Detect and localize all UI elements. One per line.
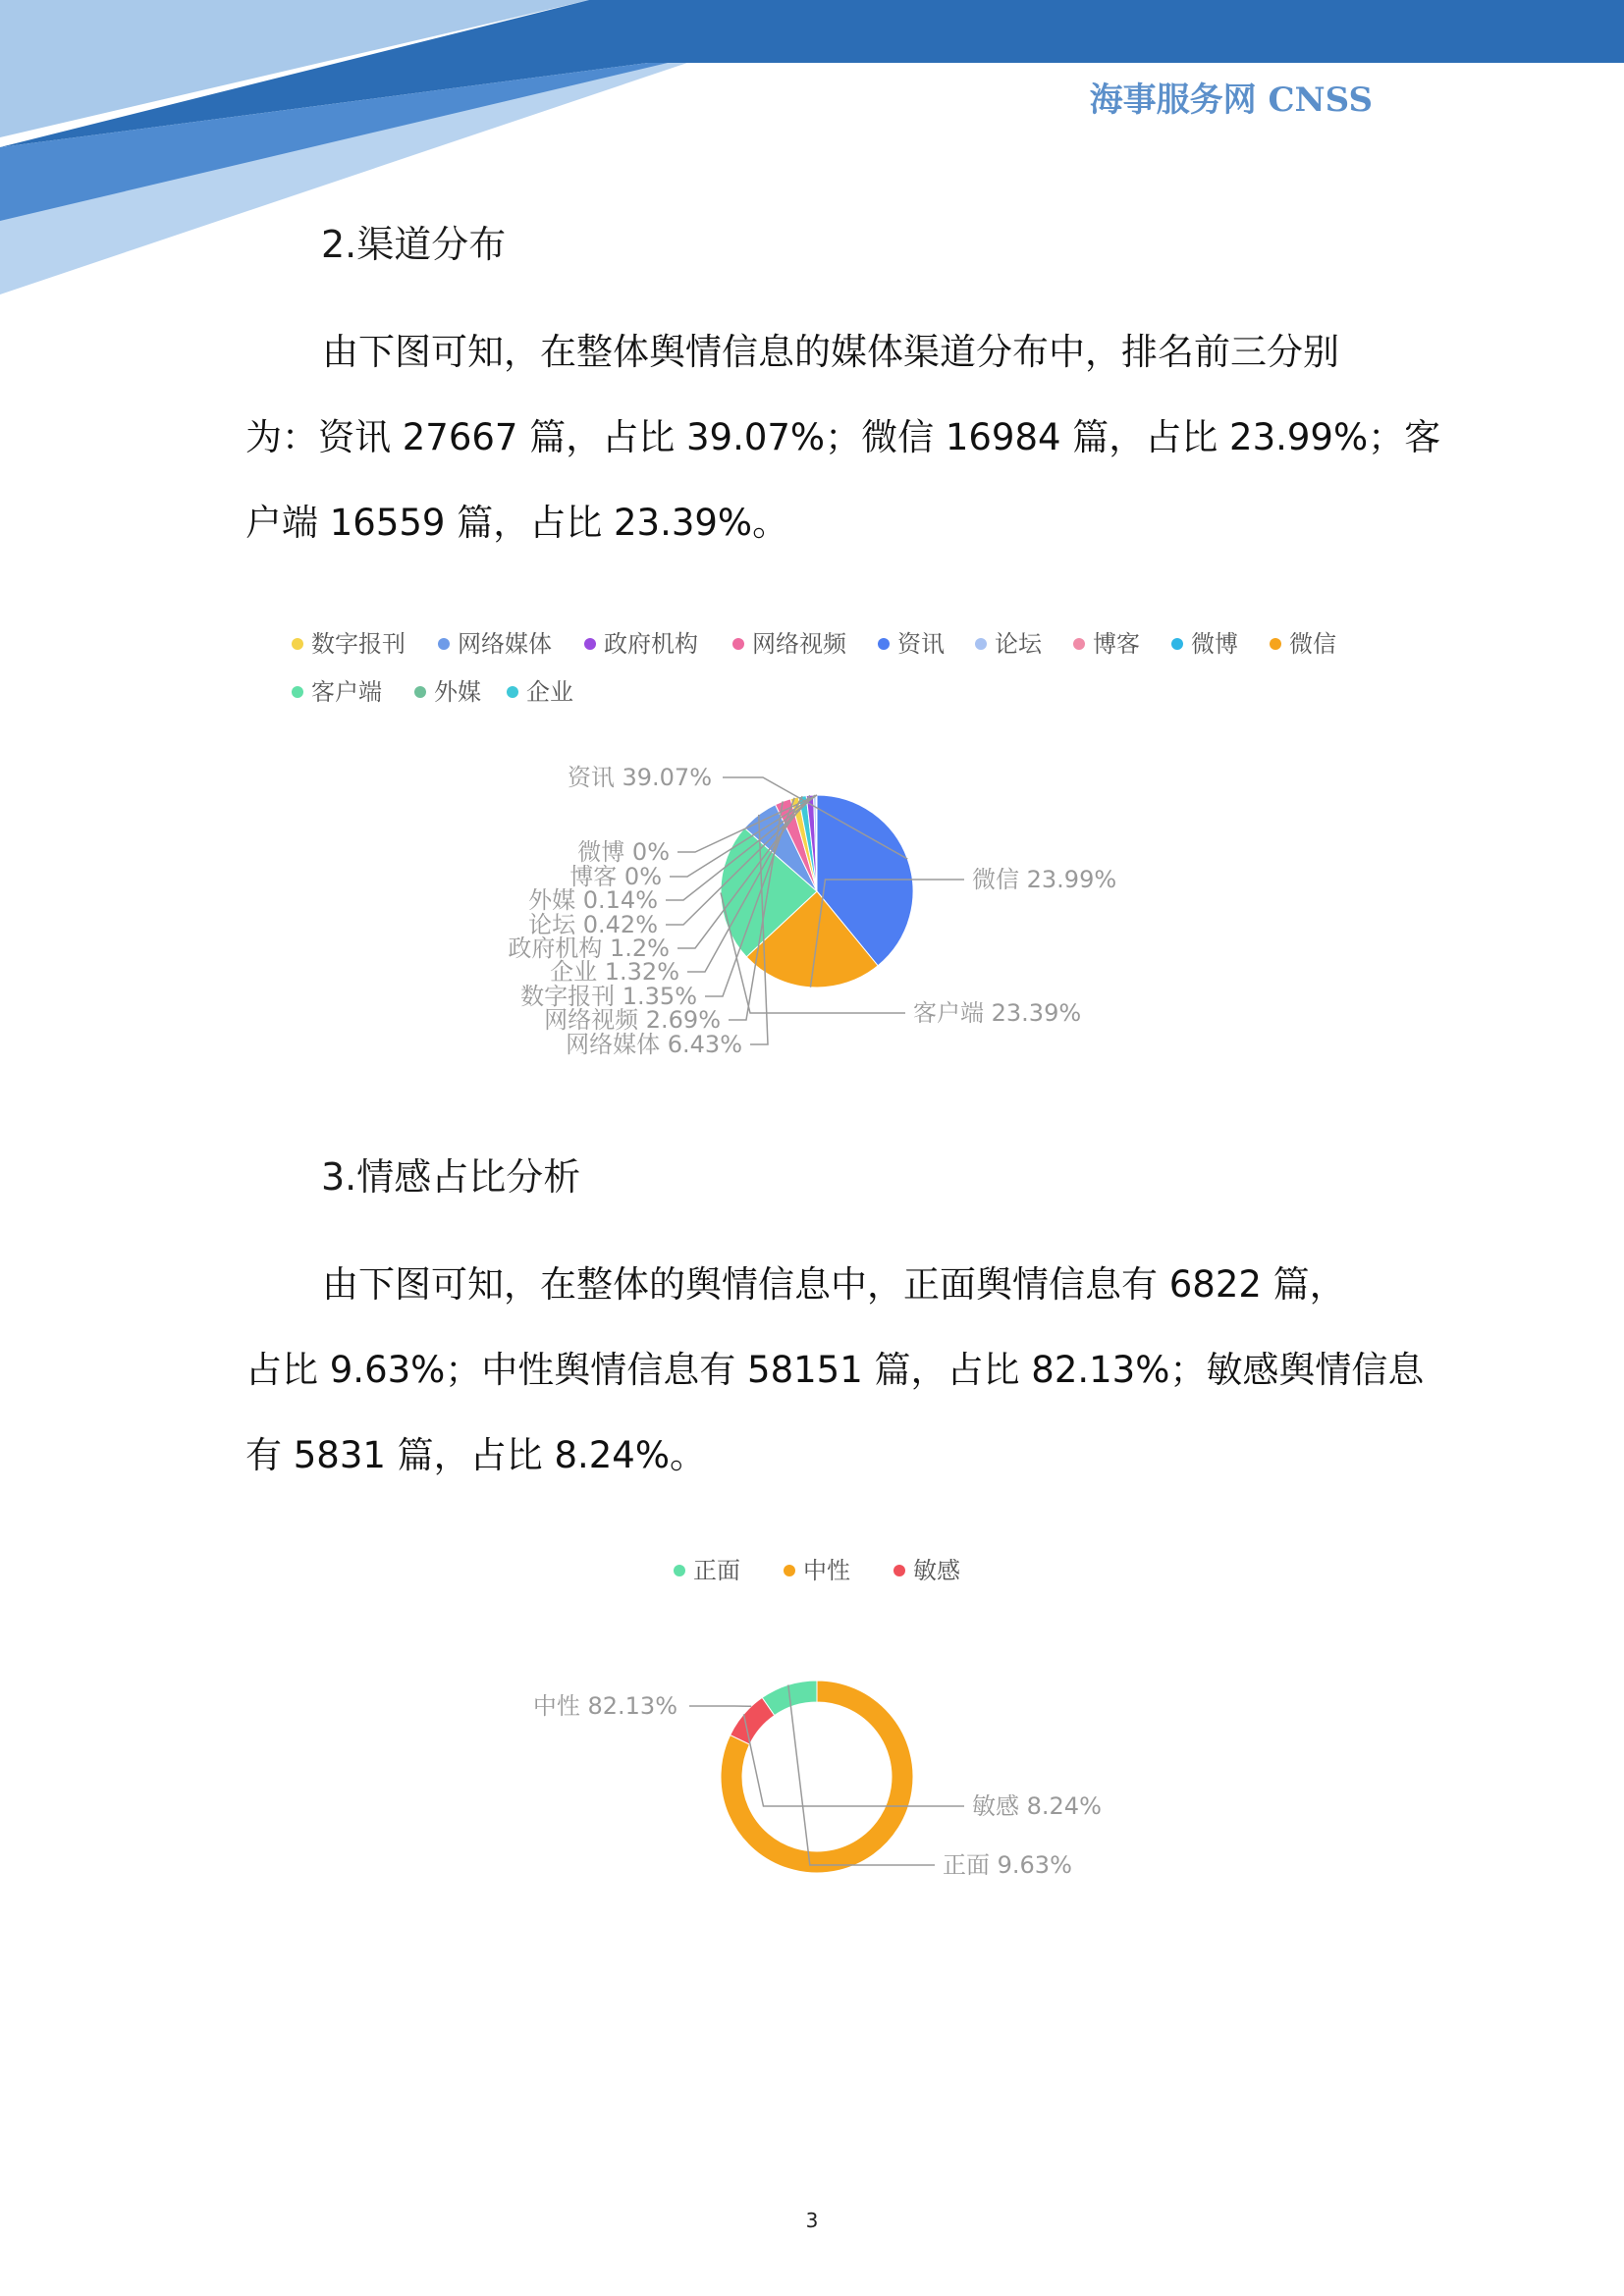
legend-label[interactable]: 正面 [693, 1557, 740, 1584]
legend-marker[interactable] [784, 1565, 795, 1576]
slice-label: 网络视频 2.69% [544, 1006, 721, 1034]
legend-label[interactable]: 企业 [526, 678, 573, 706]
legend-marker[interactable] [507, 686, 518, 698]
legend-label[interactable]: 敏感 [913, 1557, 960, 1584]
legend-label[interactable]: 资讯 [897, 630, 945, 658]
label-leader-line [743, 1714, 964, 1806]
slice-label: 政府机构 1.2% [508, 934, 670, 962]
slice-label: 网络媒体 6.43% [566, 1031, 742, 1058]
paragraph-line: 由下图可知，在整体的舆情信息中，正面舆情信息有 6822 篇， [322, 1263, 1346, 1306]
legend-marker[interactable] [292, 686, 303, 698]
page-number: 3 [805, 2209, 819, 2232]
slice-label: 客户端 23.39% [913, 999, 1082, 1027]
legend-marker[interactable] [878, 638, 890, 650]
legend-marker[interactable] [975, 638, 987, 650]
legend-label[interactable]: 网络视频 [752, 630, 846, 658]
legend-label[interactable]: 客户端 [311, 678, 382, 706]
legend-marker[interactable] [1270, 638, 1281, 650]
legend-label[interactable]: 微博 [1191, 630, 1238, 658]
brand-title: 海事服务网 CNSS [1089, 80, 1373, 120]
slice-label: 资讯 39.07% [567, 764, 712, 791]
paragraph-line: 占比 9.63%；中性舆情信息有 58151 篇，占比 82.13%；敏感舆情信息 [245, 1349, 1425, 1391]
slice-label: 外媒 0.14% [528, 886, 658, 914]
slice-label: 微信 23.99% [972, 866, 1117, 893]
legend-marker[interactable] [438, 638, 450, 650]
channel-pie-chart [0, 609, 1624, 1080]
slice-label: 中性 82.13% [532, 1692, 677, 1720]
legend-label[interactable]: 网络媒体 [458, 630, 552, 658]
legend-label[interactable]: 论坛 [995, 630, 1042, 658]
legend-marker[interactable] [732, 638, 744, 650]
paragraph-line: 有 5831 篇，占比 8.24%。 [245, 1434, 706, 1476]
legend-label[interactable]: 政府机构 [604, 630, 698, 658]
legend-marker[interactable] [1073, 638, 1085, 650]
legend-label[interactable]: 外媒 [434, 678, 481, 706]
legend-label[interactable]: 中性 [803, 1557, 850, 1584]
sentiment-donut-chart [0, 1541, 1624, 1953]
slice-label: 敏感 8.24% [972, 1792, 1102, 1820]
slice-label: 数字报刊 1.35% [520, 983, 697, 1010]
slice-label: 企业 1.32% [550, 958, 679, 986]
slice-label: 博客 0% [569, 863, 662, 890]
slice-label: 论坛 0.42% [528, 911, 658, 938]
slice-label: 微博 0% [577, 838, 670, 866]
section-title-channel: 2.渠道分布 [321, 223, 507, 266]
legend-marker[interactable] [414, 686, 426, 698]
legend-marker[interactable] [1171, 638, 1183, 650]
legend-label[interactable]: 博客 [1093, 630, 1140, 658]
legend-marker[interactable] [893, 1565, 905, 1576]
header-decoration [0, 0, 1624, 294]
paragraph-line: 由下图可知，在整体舆情信息的媒体渠道分布中，排名前三分别 [322, 331, 1339, 373]
legend-marker[interactable] [674, 1565, 685, 1576]
paragraph-line: 为：资讯 27667 篇，占比 39.07%；微信 16984 篇，占比 23.99%；客 [245, 416, 1441, 458]
section-title-sentiment: 3.情感占比分析 [321, 1155, 581, 1199]
legend-marker[interactable] [584, 638, 596, 650]
paragraph-sentiment [245, 1242, 1425, 1498]
legend-label[interactable]: 微信 [1289, 630, 1336, 658]
paragraph-line: 户端 16559 篇，占比 23.39%。 [245, 502, 789, 544]
paragraph-channel [245, 309, 1441, 565]
legend-label[interactable]: 数字报刊 [311, 630, 406, 658]
slice-label: 正面 9.63% [943, 1851, 1072, 1879]
legend-marker[interactable] [292, 638, 303, 650]
